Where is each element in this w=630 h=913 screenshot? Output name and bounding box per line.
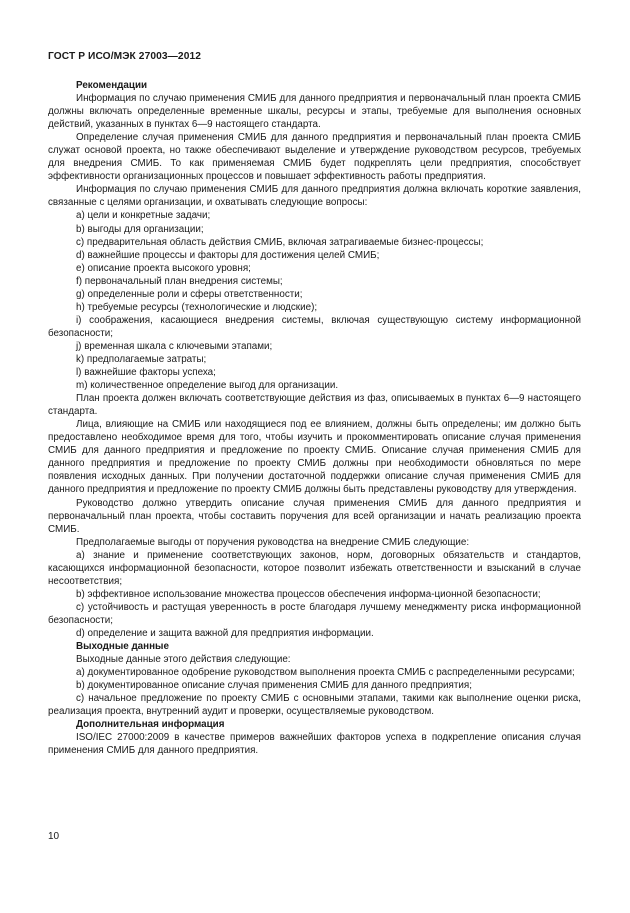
paragraph: c) устойчивость и растущая уверенность в росте благодаря лучшему менеджменту риска информационной безопасности; [48, 601, 581, 626]
section-heading: Выходные данные [76, 641, 169, 653]
paragraph: j) временная шкала с ключевыми этапами; [76, 340, 273, 352]
paragraph: Определение случая применения СМИБ для данного предприятия и первоначальный план проекта СМИБ служат основой проекта, но также обеспечивают выделение и утверждение руководством ресурсов, требуемых для внедрения СМИБ. То как применяемая СМИБ будет подкреплять цели предприятия, способствует эффективности организационных процессов и повышает эффективность работы предприятия. [48, 132, 581, 183]
paragraph: c) начальное предложение по проекту СМИБ с основными этапами, такими как выполнение оценки риска, реализация проекта, внутренний аудит и проверки, осуществляемые руководством. [48, 693, 581, 718]
paragraph: a) документированное одобрение руководством выполнения проекта СМИБ с распределенными ресурсами; [76, 667, 575, 679]
paragraph: f) первоначальный план внедрения системы; [76, 275, 283, 287]
paragraph: ISO/IEC 27000:2009 в качестве примеров важнейших факторов успеха в подкрепление описания случая применения СМИБ для данного предприятия. [48, 732, 581, 757]
paragraph: i) соображения, касающиеся внедрения системы, включая существующую систему информационной безопасности; [48, 314, 581, 339]
paragraph: d) важнейшие процессы и факторы для достижения целей СМИБ; [76, 249, 380, 261]
paragraph: b) эффективное использование множества процессов обеспечения информа-ционной безопасности; [76, 588, 541, 600]
paragraph: a) знание и применение соответствующих законов, норм, договорных обязательств и стандартов, касающихся информационной безопасности, которое позволит избежать ответственности и взысканий в случае несоответствия; [48, 549, 581, 587]
section-heading: Рекомендации [76, 80, 148, 91]
paragraph: b) документированное описание случая применения СМИБ для данного предприятия; [76, 680, 472, 692]
paragraph: a) цели и конкретные задачи; [76, 210, 211, 222]
paragraph: Выходные данные этого действия следующие: [76, 654, 291, 666]
paragraph: b) выгоды для организации; [76, 223, 204, 235]
section-heading: Дополнительная информация [76, 719, 225, 731]
paragraph: Предполагаемые выгоды от поручения руководства на внедрение СМИБ следующие: [76, 536, 470, 548]
document-body [48, 79, 581, 757]
page-number: 10 [48, 831, 60, 842]
paragraph: g) определенные роли и сферы ответственности; [76, 288, 303, 300]
paragraph: c) предварительная область действия СМИБ, включая затрагиваемые бизнес-процессы; [76, 236, 484, 248]
paragraph: Руководство должно утвердить описание случая применения СМИБ для данного предприятия и первоначальный план проекта, чтобы составить поручения для всей организации и начать реализацию проекта СМИБ. [48, 497, 581, 535]
paragraph: Информация по случаю применения СМИБ для данного предприятия должна включать короткие заявления, связанные с целями организации, и охватывать следующие вопросы: [48, 184, 581, 209]
paragraph: План проекта должен включать соответствующие действия из фаз, описываемых в пунктах 6—9 настоящего стандарта. [48, 393, 581, 418]
paragraph: m) количественное определение выгод для организации. [76, 380, 339, 392]
paragraph: h) требуемые ресурсы (технологические и людские); [76, 301, 318, 313]
paragraph: k) предполагаемые затраты; [76, 353, 207, 365]
paragraph: l) важнейшие факторы успеха; [76, 367, 216, 379]
paragraph: e) описание проекта высокого уровня; [76, 262, 251, 274]
paragraph: d) определение и защита важной для предприятия информации. [76, 627, 374, 639]
paragraph: Информация по случаю применения СМИБ для данного предприятия и первоначальный план проекта СМИБ должны включать определенные временные шкалы, ресурсы и этапы, требуемые для выполнения основных действий, указанных в пунктах 6—9 настоящего стандарта. [48, 93, 581, 131]
paragraph: Лица, влияющие на СМИБ или находящиеся под ее влиянием, должны быть определены; им должно быть предоставлено необходимое время для того, чтобы изучить и прокомментировать описание случая применения СМИБ для данного предприятия и предложение по проекту СМИБ. Описание случая применения СМИБ для данного предприятия и предложение по проекту СМИБ должны при необходимости обновляться по мере появления исходных данных. При получении достаточной поддержки описание случая применения СМИБ для данного предприятия и предложение по проекту СМИБ должны быть представлены руководству для утверждения. [48, 419, 581, 496]
standard-header: ГОСТ Р ИСО/МЭК 27003—2012 [48, 51, 201, 62]
